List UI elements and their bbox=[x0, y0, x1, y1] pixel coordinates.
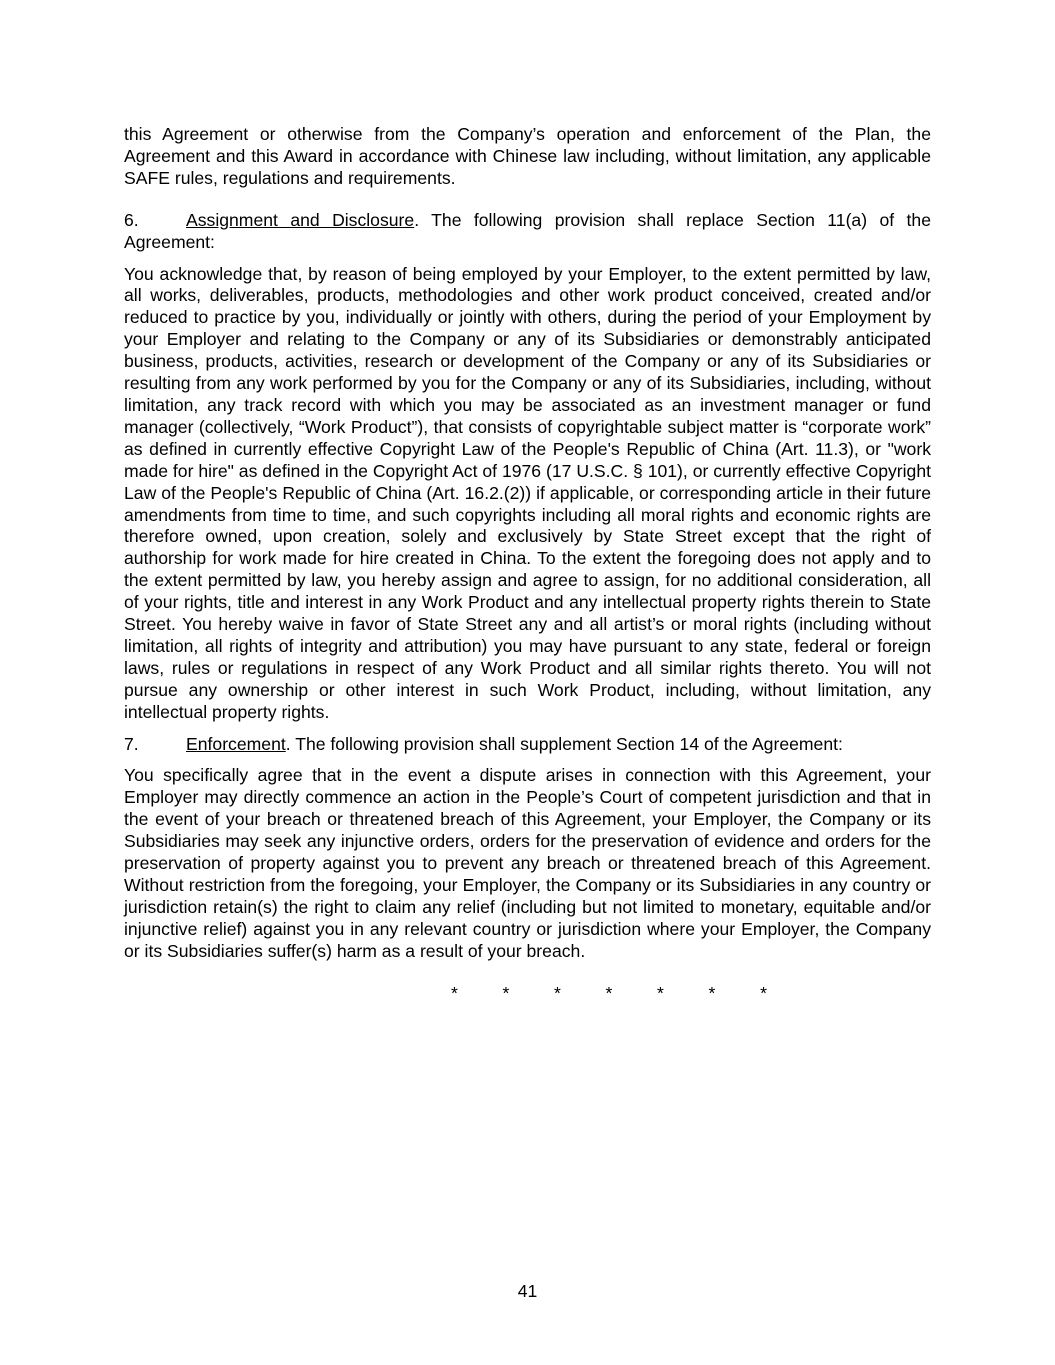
section-6-number: 6. bbox=[124, 209, 139, 230]
section-7-body: You specifically agree that in the event a dispute arises in connection with this Agreement, your Employer may directly commence an action in the People’s Court of competent jurisdiction and that in the event of your breach or threatened breach of this Agreement, your Employer, the Company or its Subsidiaries may seek any injunctive orders, orders for the preservation of evidence and orders for the preservation of property against you to prevent any breach or threatened breach of this Agreement. Without restriction from the foregoing, your Employer, the Company or its Subsidiaries in any country or jurisdiction retain(s) the right to claim any relief (including but not limited to monetary, equitable and/or injunctive relief) against you in any relevant country or jurisdiction where your Employer, the Company or its Subsidiaries suffer(s) harm as a result of your breach. bbox=[124, 765, 931, 961]
section-6-lead: . The following provision shall replace Section 11(a) of the Agreement: bbox=[124, 209, 931, 252]
intro-paragraph: this Agreement or otherwise from the Company’s operation and enforcement of the Plan, the Agreement and this Award in accordance with Chinese law including, without limitation, any applicable SAFE rules, regulations and requirements. bbox=[124, 124, 931, 188]
section-6-heading-line bbox=[124, 210, 931, 254]
document-page bbox=[124, 124, 931, 1005]
section-6-body: You acknowledge that, by reason of being employed by your Employer, to the extent permitted by law, all works, deliverables, products, methodologies and other work product conceived, created and/or reduced to practice by you, individually or jointly with others, during the period of your Employment by your Employer and relating to the Company or any of its Subsidiaries or demonstrably anticipated business, products, activities, research or development of the Company or any of its Subsidiaries or resulting from any work performed by you for the Company or any of its Subsidiaries, including, without limitation, any track record with which you may be associated as an investment manager or fund manager (collectively, “Work Product”), that consists of copyrightable subject matter is “corporate work” as defined in currently effective Copyright Law of the People's Republic of China (Art. 11.3), or "work made for hire" as defined in the Copyright Act of 1976 (17 U.S.C. § 101), or currently effective Copyright Law of the People's Republic of China (Art. 16.2.(2)) if applicable, or corresponding article in their future amendments from time to time, and such copyrights including all moral rights and economic rights are therefore owned, upon creation, solely and exclusively by State Street except that the right of authorship for work made for hire created in China. To the extent the foregoing does not apply and to the extent permitted by law, you hereby assign and agree to assign, for no additional consideration, all of your rights, title and interest in any Work Product and any intellectual property rights therein to State Street. You hereby waive in favor of State Street any and all artist’s or moral rights (including without limitation, all rights of integrity and attribution) you may have pursuant to any state, federal or foreign laws, rules or regulations in respect of any Work Product and all similar rights thereto. You will not pursue any ownership or other interest in such Work Product, including, without limitation, any intellectual property rights. bbox=[124, 263, 931, 722]
end-separator: * * * * * * * bbox=[451, 982, 767, 1003]
section-7-lead: . The following provision shall supplement Section 14 of the Agreement: bbox=[285, 733, 843, 754]
section-7-title: Enforcement bbox=[186, 733, 286, 754]
page-number: 41 bbox=[517, 1281, 538, 1301]
section-7-number: 7. bbox=[124, 733, 139, 754]
section-6-title: Assignment and Disclosure bbox=[186, 209, 415, 230]
section-7-heading-line bbox=[124, 734, 931, 756]
